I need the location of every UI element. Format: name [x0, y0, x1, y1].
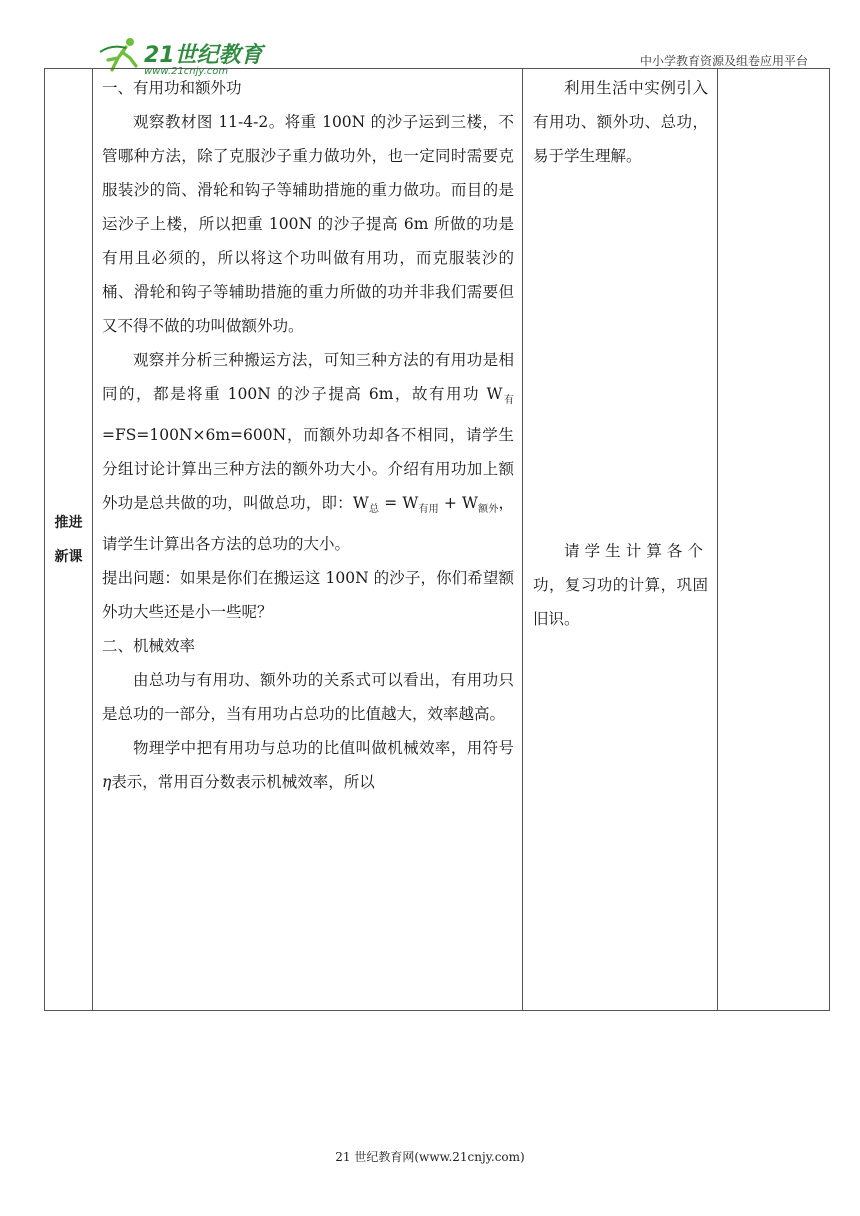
subscript: 有用	[418, 504, 439, 516]
runner-icon	[100, 38, 136, 70]
subscript: 总	[368, 504, 380, 516]
paragraph-formula: 观察并分析三种搬运方法，可知三种方法的有用功是相同的，都是将重 100N 的沙子提高 6m，故有用功 $W_有 =FS=100N\times 6m=600N$，而额外功却各不相同，请学生分组讨论计算出三种方法的额外功大小。介绍有用功加上额外功是总共做的功，叫做总功，即：$W_总 = W_{有用} + W_{额外}$，请学生计算出各方法的总功的大小。	[102, 351, 515, 554]
section-heading: 一、有用功和额外功	[102, 79, 242, 97]
subscript: 有	[502, 395, 514, 407]
platform-name: 中小学教育资源及组卷应用平台	[639, 54, 808, 68]
content-cell	[93, 69, 523, 1011]
notes-cell	[523, 69, 718, 1011]
paragraph: 物理学中把有用功与总功的比值叫做机械效率，用符号η表示，常用百分数表示机械效率，所以	[102, 739, 514, 792]
eta-symbol: η	[102, 773, 112, 792]
row-label: 推进新课	[54, 514, 83, 565]
paragraph: 由总功与有用功、额外功的关系式可以看出，有用功只是总功的一部分，当有用功占总功的比值越大，效率越高。	[102, 671, 514, 724]
note-text: 请学生计算各个功，复习功的计算，巩固旧识。	[533, 542, 708, 628]
svg-text:www.21cnjy.com: www.21cnjy.com	[144, 66, 229, 76]
paragraph: 观察教材图 11-4-2。将重 100N 的沙子运到三楼，不管哪种方法，除了克服沙子重力做功外，也一定同时需要克服装沙的筒、滑轮和钩子等辅助措施的重力做功。而目的是运沙子上楼，所以把重 100N 的沙子提高 6m 所做的功是有用且必须的，所以将这个功叫做有用功，而克服装沙的桶、滑轮和钩子等辅助措施的重力所做的功并非我们需要但又不得不做的功叫做额外功。	[102, 113, 514, 335]
section-heading: 二、机械效率	[102, 637, 196, 656]
svg-text:21世纪教育: 21世纪教育	[144, 43, 263, 68]
lesson-plan-table	[44, 68, 830, 1011]
row-label-cell	[45, 69, 93, 1011]
paragraph: 提出问题：如果是你们在搬运这 100N 的沙子，你们希望额外功大些还是小一些呢？	[102, 569, 514, 622]
table-row	[45, 69, 830, 1011]
empty-cell	[718, 69, 830, 1011]
note-text: 利用生活中实例引入有用功、额外功、总功，易于学生理解。	[533, 79, 708, 165]
subscript: 额外	[477, 504, 499, 516]
footer: 21 世纪教育网(www.21cnjy.com)	[335, 1150, 525, 1164]
